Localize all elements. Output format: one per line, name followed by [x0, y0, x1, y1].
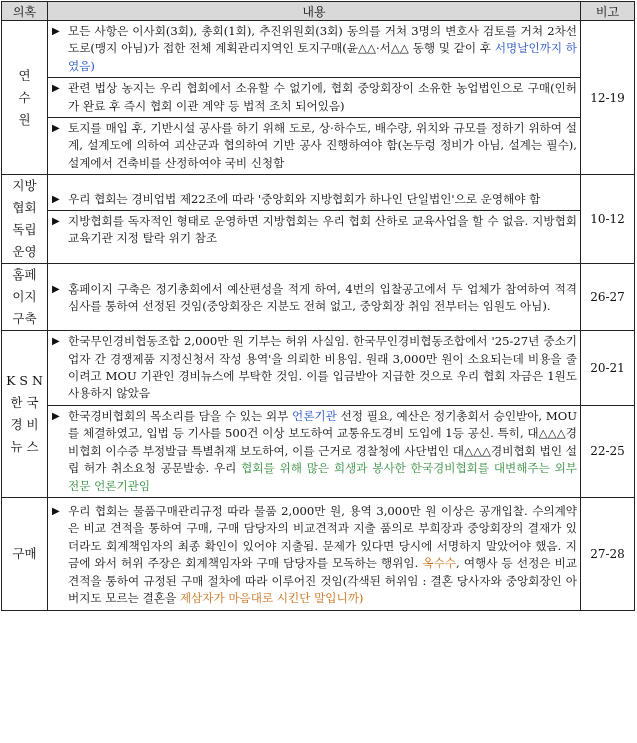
issue-cell: [2, 264, 48, 331]
list-item: ▶ 한국경비협회의 목소리를 담을 수 있는 외부 언론기관 선정 필요, 예산은 정기총회서 승인받아, MOU를 체결하였고, 입법 등 기사를 500건 이상 보도하여 교통유도경비 도입에 1등 공신. 특히, 대△△△경비협회 이수증 부정발급 특별취재 보도하여, 이를 근거로 경찰청에 사단법인 대△△△경비협회 법인 설립 허가 취소요청 공문발송. 우리 협회를 위해 많은 희생과 봉사한 한국경비협회를 대변해주는 외부 전문 언론기관임: [52, 408, 577, 493]
page-reference: 20-21: [581, 331, 635, 406]
page-reference: 27-28: [581, 497, 635, 610]
issue-cell: [2, 21, 48, 175]
bullet-triangle-icon: ▶: [52, 123, 60, 135]
content-cell: [48, 405, 581, 497]
bullet-triangle-icon: ▶: [52, 283, 60, 295]
highlighted-text: 서명날인까지 하였음): [68, 41, 577, 73]
bullet-triangle-icon: ▶: [52, 216, 60, 228]
highlighted-text: 협회를 위해 많은 희생과 봉사한 한국경비협회를 대변해주는 외부 전문 언론기관임: [68, 461, 577, 493]
content-cell: [48, 497, 581, 610]
issue-cell: [2, 175, 48, 264]
bullet-triangle-icon: ▶: [52, 410, 60, 422]
bullet-triangle-icon: ▶: [52, 26, 60, 37]
page-reference: 12-19: [581, 21, 635, 175]
table-row: [2, 175, 635, 264]
highlighted-text: 제삼자가 마음대로 시킨단 말입니까): [179, 590, 364, 605]
issue-label: K S N 한 국 경 비 뉴 스: [6, 373, 43, 455]
table-row: [2, 21, 635, 175]
content-cell: [48, 21, 581, 175]
page-reference: 26-27: [581, 264, 635, 331]
header-issue: 의혹: [2, 2, 48, 21]
table-row: [2, 405, 635, 497]
issue-cell: [2, 497, 48, 610]
issue-label: 홈페 이지 구축: [12, 267, 37, 327]
highlighted-text: 옥수수: [422, 556, 457, 571]
content-cell: [48, 175, 581, 264]
list-item: ▶ 홈페이지 구축은 정기총회에서 예산편성을 적게 하여, 4번의 입찰공고에서 두 업체가 참여하여 적격심사를 통하여 선정된 것임(중앙회장은 지분도 전혀 없고, 중앙회장 취임 전부터는 임원도 아님).: [52, 281, 577, 314]
page-reference: 10-12: [581, 175, 635, 264]
issue-label: 구매: [12, 546, 37, 562]
issue-response-table: [1, 1, 635, 611]
table-row: [2, 331, 635, 406]
bullet-triangle-icon: ▶: [52, 83, 60, 95]
page-reference: 22-25: [581, 405, 635, 497]
list-item: ▶ 토지를 매입 후, 기반시설 공사를 하기 위해 도로, 상·하수도, 배수량, 위치와 규모를 정하기 위하여 설계, 설계도에 의하여 괴산군과 협의하여 기반 공사 진행하여야 함(논두렁 정비가 아님, 설계는 필수), 설계에서 건축비를 산정하여야 국비 신청함: [48, 117, 580, 174]
table-header-row: [2, 2, 635, 21]
header-note: 비고: [581, 2, 635, 21]
table-row: [2, 497, 635, 610]
bullet-triangle-icon: ▶: [52, 505, 60, 517]
table-row: [2, 264, 635, 331]
bullet-triangle-icon: ▶: [52, 193, 60, 205]
list-item: ▶ 우리 협회는 경비업법 제22조에 따라 '중앙회와 지방협회가 하나인 단일법인'으로 운영해야 함: [48, 189, 580, 210]
content-cell: [48, 331, 581, 406]
highlighted-text: 언론기관: [292, 408, 337, 423]
content-cell: [48, 264, 581, 331]
list-item: ▶ 한국무인경비협동조합 2,000만 원 기부는 허위 사실임. 한국무인경비협동조합에서 '25-27년 중소기업자 간 경쟁제품 지정신청서 작성 용역'을 의뢰한 비용임. 원래 3,000만 원이 소요되는데 비용을 줄이려고 MOU 기관인 경비뉴스에 부탁한 것임. 이를 입금받아 지급한 것으로 우리 협회 자금은 1원도 사용하지 않았음: [52, 334, 577, 401]
issue-label: 지방 협회 독립 운영: [12, 178, 37, 260]
list-item: ▶ 관련 법상 농지는 우리 협회에서 소유할 수 없기에, 협회 중앙회장이 소유한 농업법인으로 구매(인허가 완료 후 즉시 협회 이관 계약 등 법적 조치 되어있음): [48, 77, 580, 117]
bullet-triangle-icon: ▶: [52, 336, 60, 348]
list-item: ▶ 우리 협회는 물품구매관리규정 따라 물품 2,000만 원, 용역 3,000만 원 이상은 공개입찰. 수의계약은 비교 견적을 통하여 구매, 구매 담당자의 비교견적과 지출 품의로 부희장과 중앙회장의 결재가 있더라도 회계책임자의 최종 확인이 있어야 지출됨. 문제가 있다면 당시에 서명하지 말았어야 했음. 지금에 와서 허위 주장은 회계책임자와 구매 담당자를 모독하는 행위임. 옥수수, 여행사 등 선정은 비교 견적을 통하여 규정된 구매 절차에 따라 이루어진 것임(각색된 허위임 : 결혼 당사자와 중앙회장인 아버지도 모르는 결혼을 제삼자가 마음대로 시킨단 말입니까): [52, 503, 577, 605]
list-item: ▶ 지방협회를 독자적인 형태로 운영하면 지방협회는 우리 협회 산하로 교육사업을 할 수 없음. 지방협회 교육기관 지정 탈락 위기 참조: [48, 210, 580, 250]
header-content: 내용: [48, 2, 581, 21]
issue-cell: [2, 331, 48, 498]
issue-label: 연 수 원: [18, 67, 31, 127]
list-item: ▶ 모든 사항은 이사회(3회), 총회(1회), 추진위원회(3회) 동의를 거쳐 3명의 변호사 검토를 거쳐 2차선 도로(맹지 아님)가 접한 전체 계획관리지역인 토지구매(윤△△·서△△ 동행 및 같이 후 서명날인까지 하였음): [52, 24, 577, 73]
